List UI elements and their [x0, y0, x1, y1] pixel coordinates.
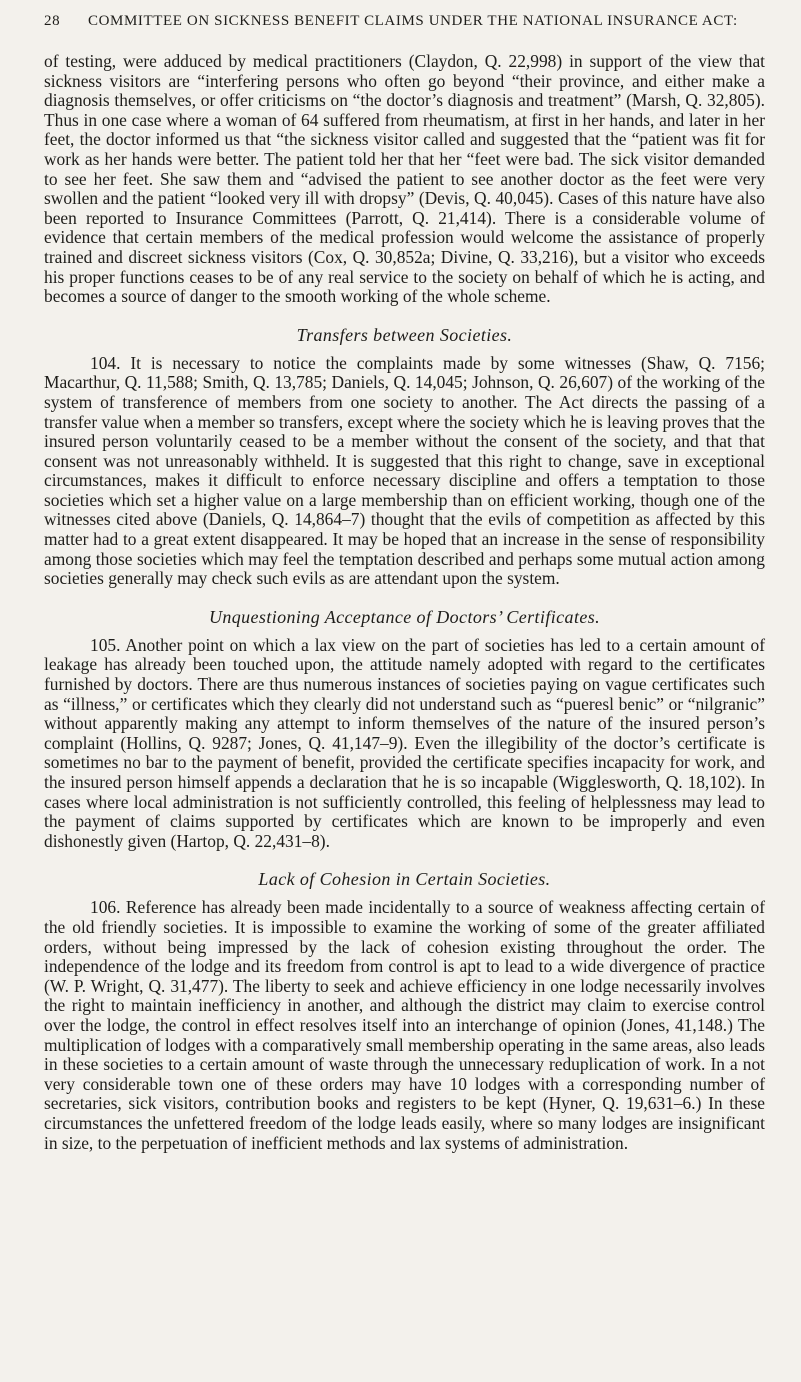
page-number: 28 [44, 13, 61, 29]
running-header [44, 13, 765, 30]
intro-paragraph: of testing, were adduced by medical practitioners (Claydon, Q. 22,998) in support of the view that sickness visitors are “interfering persons who often go beyond “their province, and either make a diagnosis themselves, or offer criticisms on “the doctor’s diagnosis and treatment” (Marsh, Q. 32,805). Thus in one case where a woman of 64 suffered from rheumatism, at first in her hands, and later in her feet, the doctor informed us that “the sickness visitor called and suggested that the “patient was fit for work as her hands were better. The patient told her that her “feet were bad. The sick visitor demanded to see her feet. She saw them and “advised the patient to see another doctor as the feet were very swollen and the patient “looked very ill with dropsy” (Devis, Q. 40,045). Cases of this nature have also been reported to Insurance Committees (Parrott, Q. 21,414). There is a considerable volume of evidence that certain members of the medical profession would welcome the assistance of properly trained and discreet sickness visitors (Cox, Q. 30,852a; Divine, Q. 33,216), but a visitor who exceeds his proper functions ceases to be of any real service to the society on behalf of which he is acting, and becomes a source of danger to the smooth working of the whole scheme. [44, 51, 765, 307]
section-heading-cohesion: Lack of Cohesion in Certain Societies. [258, 869, 551, 890]
paragraph-105: 105. Another point on which a lax view on the part of societies has led to a certain amount of leakage has already been touched upon, the attitude namely adopted with regard to the certificates furnished by doctors. There are thus numerous instances of societies paying on vague certificates such as “illness,” or certificates which they clearly did not understand such as “pueresl benic” or “nilgranic” without apparently making any attempt to inform themselves of the nature of the insured person’s complaint (Hollins, Q. 9287; Jones, Q. 41,147–9). Even the illegibility of the doctor’s certificate is sometimes no bar to the payment of benefit, provided the certificate specifies incapacity for work, and the insured person himself appends a declaration that he is so incapable (Wigglesworth, Q. 18,102). In cases where local administration is not sufficiently controlled, this feeling of helplessness may lead to the payment of claims supported by certificates which are known to be improperly and even dishonestly given (Hartop, Q. 22,431–8). [44, 634, 765, 851]
document-body [44, 52, 765, 1153]
paragraph-104: 104. It is necessary to notice the complaints made by some witnesses (Shaw, Q. 7156; Macarthur, Q. 11,588; Smith, Q. 13,785; Daniels, Q. 14,045; Johnson, Q. 26,607) of the working of the system of transference of members from one society to another. The Act directs the passing of a transfer value when a member so transfers, except where the society which he is leaving proves that the insured person voluntarily ceased to be a member without the consent of the society, and that that consent was not unreasonably withheld. It is suggested that this right to change, save in exceptional circumstances, makes it difficult to enforce necessary discipline and offers a temptation to those societies which set a higher value on a large membership than on efficient working, though one of the witnesses cited above (Daniels, Q. 14,864–7) thought that the evils of competition as affected by this matter had to a great extent disappeared. It may be hoped that an increase in the sense of responsibility among those societies which may feel the temptation described and perhaps some mutual action among societies generally may check such evils as are attendant upon the system. [44, 352, 765, 589]
running-title: COMMITTEE ON SICKNESS BENEFIT CLAIMS UNDER THE NATIONAL INSURANCE ACT: [88, 13, 738, 29]
paragraph-106: 106. Reference has already been made incidentally to a source of weakness affecting certain of the old friendly societies. It is impossible to examine the working of some of the greater affiliated orders, without being impressed by the lack of cohesion existing throughout the order. The independence of the lodge and its freedom from control is apt to lead to a wide divergence of practice (W. P. Wright, Q. 31,477). The liberty to seek and achieve efficiency in one lodge necessarily involves the right to maintain inefficiency in another, and although the district may claim to exercise control over the lodge, the control in effect resolves itself into an interchange of opinion (Jones, 41,148.) The multiplication of lodges with a comparatively small membership operating in the same areas, also leads in these societies to a certain amount of waste through the unnecessary reduplication of work. In a not very considerable town one of these orders may have 10 lodges with a corresponding number of secretaries, sick visitors, contribution books and registers to be kept (Hyner, Q. 19,631–6.) In these circumstances the unfettered freedom of the lodge leads easily, where so many lodges are insignificant in size, to the perpetuation of inefficient methods and lax systems of administration. [44, 897, 765, 1153]
section-heading-transfers: Transfers between Societies. [296, 324, 513, 345]
section-heading-certificates: Unquestioning Acceptance of Doctors’ Certificates. [208, 606, 601, 627]
